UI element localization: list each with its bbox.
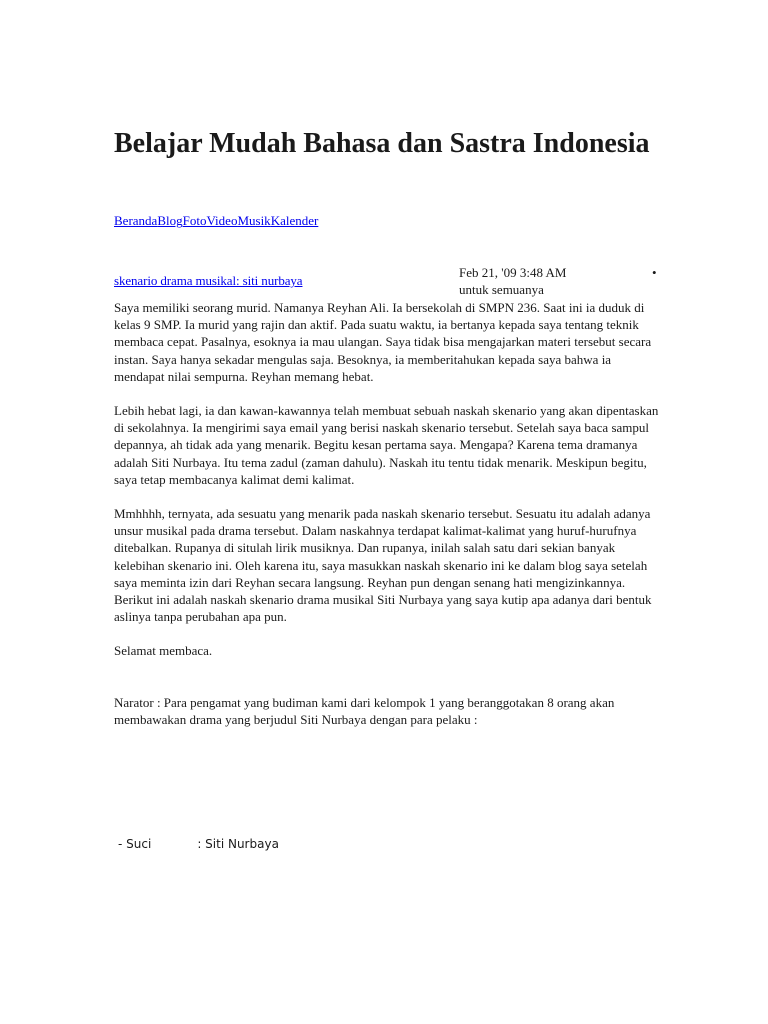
post-audience: untuk semuanya bbox=[459, 282, 544, 297]
cast-item bbox=[118, 836, 279, 853]
post-date: Feb 21, '09 3:48 AM bbox=[459, 265, 567, 280]
cast-actor: - Suci bbox=[118, 837, 152, 851]
post-paragraph: Narator : Para pengamat yang budiman kami dari kelompok 1 yang beranggotakan 8 orang akan membawakan drama yang berjudul Siti Nurbaya dengan para pelaku : bbox=[114, 694, 615, 727]
post-paragraph: Mmhhhh, ternyata, ada sesuatu yang menarik pada naskah skenario tersebut. Sesuatu itu adalah adanya unsur musikal pada drama tersebut. Dalam naskahnya terdapat kalimat-kalimat yang huruf-hurufnya ditebalkan. Rupanya di situlah lirik musiknya. Dan rupanya, inilah salah satu dari sekian banyak kelebihan skenario ini. Oleh karena itu, saya masukkan naskah skenario ini ke dalam blog saya setelah saya meminta izin dari Reyhan secara langsung. Reyhan pun dengan senang hati mengizinkannya. Berikut ini adalah naskah skenario drama musikal Siti Nurbaya yang saya kutip apa adanya dari bentuk aslinya tanpa perubahan apa pun. bbox=[114, 506, 652, 625]
post-body bbox=[114, 299, 659, 745]
post-paragraph: Saya memiliki seorang murid. Namanya Reyhan Ali. Ia bersekolah di SMPN 236. Saat ini ia duduk di kelas 9 SMP. Ia murid yang rajin dan aktif. Pada suatu waktu, ia bertanya kepada saya tentang teknik membaca cepat. Pasalnya, esoknya ia mau ulangan. Saya tidak bisa mengajarkan materi tersebut secara instan. Saya hanya sekadar mengulas saja. Besoknya, ia memberitahukan kepada saya bahwa ia mendapat nilai sempurna. Reyhan memang hebat. bbox=[114, 300, 652, 384]
nav-link-foto[interactable]: Foto bbox=[182, 213, 207, 228]
nav-link-beranda[interactable]: Beranda bbox=[114, 213, 158, 228]
cast-role: : Siti Nurbaya bbox=[197, 837, 279, 851]
nav-link-musik[interactable]: Musik bbox=[237, 213, 271, 228]
post-paragraph: Lebih hebat lagi, ia dan kawan-kawannya telah membuat sebuah naskah skenario yang akan dipentaskan di sekolahnya. Ia mengirimi saya email yang berisi naskah skenario tersebut. Setelah saya baca sampul depannya, ah tidak ada yang menarik. Begitu kesan pertama saya. Mengapa? Karena tema dramanya adalah Siti Nurbaya. Itu tema zadul (zaman dahulu). Naskah itu tentu tidak menarik. Meskipun begitu, saya tetap membacanya kalimat demi kalimat. bbox=[114, 403, 659, 487]
cast-list bbox=[118, 836, 279, 853]
post-paragraph: Selamat membaca. bbox=[114, 643, 213, 659]
bullet-marker: • bbox=[652, 265, 657, 280]
post-title-link[interactable]: skenario drama musikal: siti nurbaya bbox=[114, 273, 303, 288]
post-meta bbox=[459, 264, 566, 298]
main-nav bbox=[114, 212, 318, 230]
nav-link-kalender[interactable]: Kalender bbox=[270, 213, 319, 228]
nav-link-blog[interactable]: Blog bbox=[157, 213, 183, 228]
nav-link-video[interactable]: Video bbox=[206, 213, 238, 228]
page-title: Belajar Mudah Bahasa dan Sastra Indonesia bbox=[114, 128, 650, 159]
